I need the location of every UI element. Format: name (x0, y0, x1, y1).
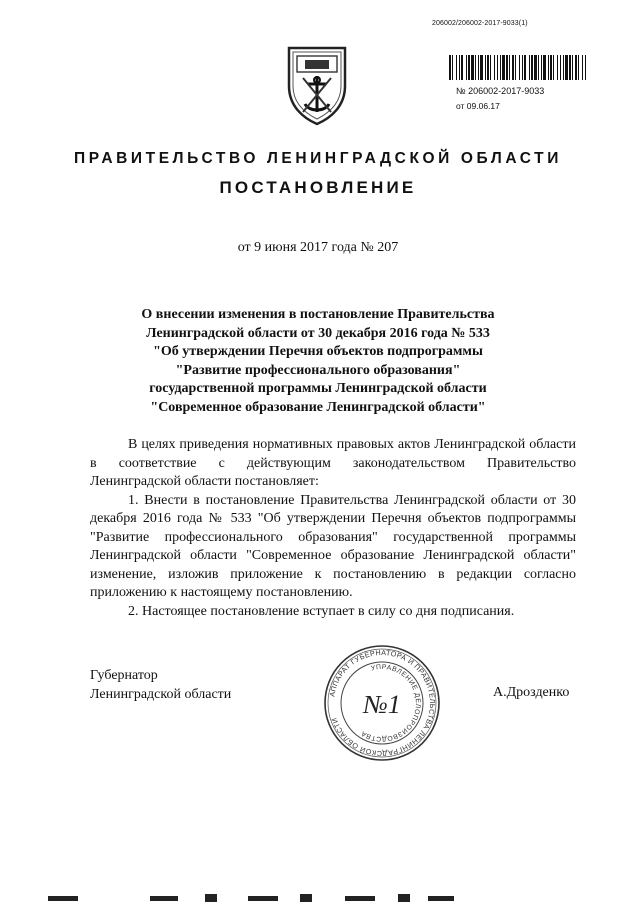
body-paragraph-item-1: 1. Внести в постановление Правительства Ленинградской области от 30 декабря 2016 года № 533 "Об утверждении Перечня объектов подпрограммы "Развитие профессионального образования" государственной программы Ленинградской области "Современное образование Ленинградской области" изменение, изложив приложение к постановлению в редакции согласно приложению к настоящему постановлению. (90, 492, 576, 600)
government-title: ПРАВИТЕЛЬСТВО ЛЕНИНГРАДСКОЙ ОБЛАСТИ (74, 150, 562, 167)
document-body (90, 436, 576, 621)
page-edge-marks (0, 892, 636, 905)
document-type: ПОСТАНОВЛЕНИЕ (219, 178, 417, 197)
document-date: от 9 июня 2017 года № 207 (237, 240, 399, 255)
body-paragraph-item-2: 2. Настоящее постановление вступает в силу со дня подписания. (128, 603, 515, 619)
signer-title (90, 667, 231, 704)
subject-line: Ленинградской области от 30 декабря 2016 года № 533 (146, 325, 490, 341)
subject-line: государственной программы Ленинградской области (149, 381, 487, 396)
registration-number: № 206002-2017-9033 (456, 86, 545, 96)
stamp-outer-text: АППАРАТ ГУБЕРНАТОРА И ПРАВИТЕЛЬСТВА ЛЕНИНГРАДСКОЙ ОБЛАСТИ (327, 647, 438, 759)
barcode-icon (449, 55, 586, 80)
stamp-number: №1 (363, 690, 401, 719)
signer-name: А.Дрозденко (493, 685, 570, 700)
subject-line: "Развитие профессионального образования" (175, 362, 461, 378)
stamp-inner-text: УПРАВЛЕНИЕ ДЕЛОПРОИЗВОДСТВА (359, 663, 422, 743)
document-subject (90, 306, 546, 417)
body-paragraph-preamble: В целях приведения нормативных правовых актов Ленинградской области в соответствие с действующим законодательством Правительство Ленинградской области постановляет: (90, 437, 576, 489)
signer-region: Ленинградской области (90, 686, 232, 702)
subject-line: О внесении изменения в постановление Правительства (141, 307, 495, 322)
signer-position: Губернатор (90, 668, 158, 683)
document-reference: 206002/206002-2017-9033(1) (432, 20, 528, 27)
registration-date: от 09.06.17 (456, 101, 500, 111)
official-stamp-icon (322, 643, 442, 763)
coat-of-arms-icon (283, 42, 351, 126)
subject-line: "Об утверждении Перечня объектов подпрограммы (153, 344, 483, 359)
subject-line: "Современное образование Ленинградской области" (150, 399, 486, 415)
